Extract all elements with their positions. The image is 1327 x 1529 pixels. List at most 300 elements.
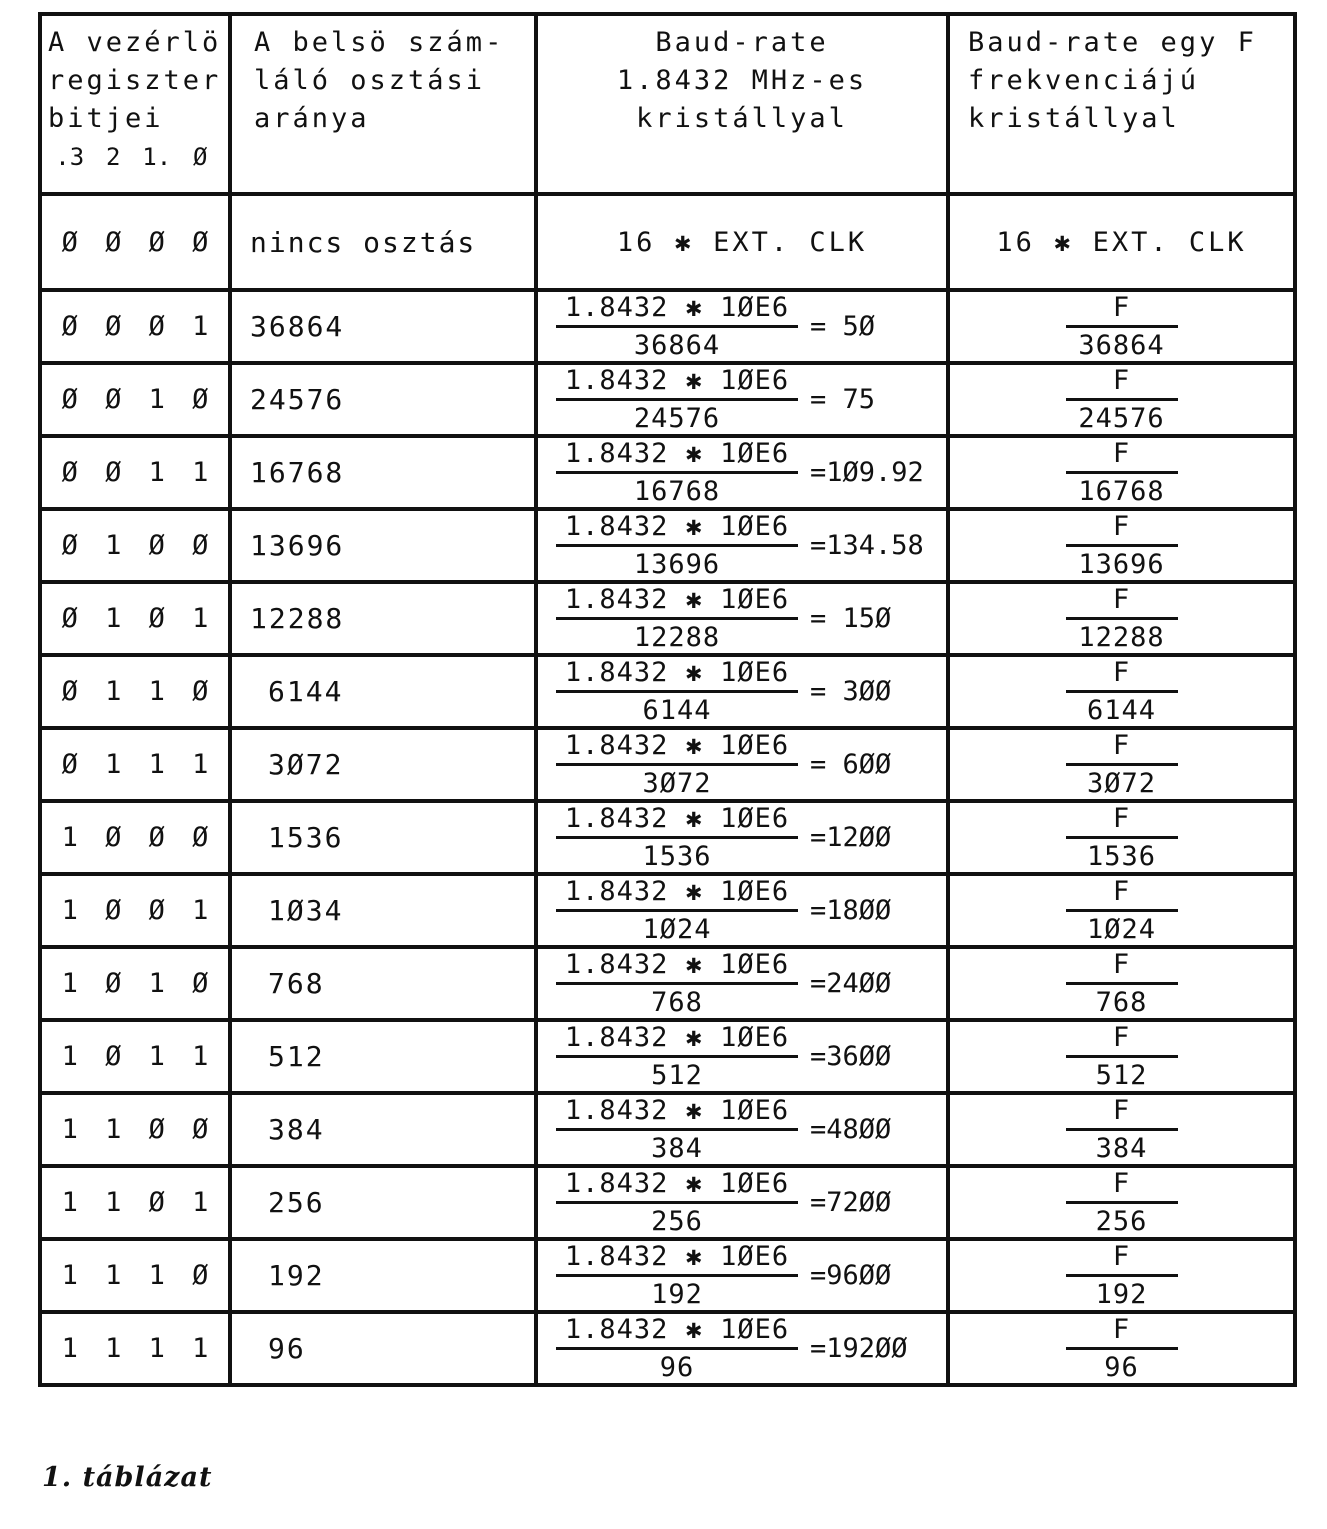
bit-value: 1: [105, 1260, 122, 1291]
fraction-numerator: 1.8432 ✱ 1ØE6: [556, 730, 798, 766]
table-row: [40, 655, 1295, 728]
ratio-cell: [230, 582, 536, 655]
fraction-denominator: 96: [1104, 1352, 1139, 1383]
baud-result: = 3ØØ: [810, 676, 892, 707]
baud-f-cell: [948, 947, 1295, 1020]
fraction: [556, 657, 798, 726]
bit-value: Ø: [61, 226, 78, 258]
bits-cell: [40, 509, 230, 582]
bits-cell: [40, 728, 230, 801]
ratio-cell: [230, 1093, 536, 1166]
fraction-denominator: 256: [651, 1206, 703, 1237]
bits-group: [42, 1260, 228, 1291]
ratio-cell: [230, 1020, 536, 1093]
table-row: [40, 436, 1295, 509]
baud-f-value: 16 ✱ EXT. CLK: [996, 226, 1247, 258]
bit-value: 1: [148, 1333, 165, 1364]
fraction: [556, 1314, 798, 1383]
fraction-denominator: 3Ø72: [1086, 768, 1157, 799]
ratio-cell: [230, 874, 536, 947]
bit-value: 1: [192, 1041, 209, 1072]
baud-result: = 75: [810, 384, 876, 415]
fraction: [1066, 1095, 1178, 1164]
bit-value: 1: [148, 749, 165, 780]
bit-value: Ø: [148, 603, 165, 634]
bits-group: [42, 311, 228, 342]
ratio-value: 96: [268, 1332, 306, 1365]
bit-value: 1: [61, 895, 78, 926]
fraction-denominator: 12288: [1078, 622, 1165, 653]
baud-f-formula: [950, 365, 1293, 434]
fraction-denominator: 6144: [642, 695, 712, 726]
header-text-line: Baud-rate: [655, 27, 829, 58]
ratio-cell: [230, 947, 536, 1020]
bit-value: 1: [192, 457, 209, 488]
bit-value: 1: [192, 1187, 209, 1218]
bit-value: Ø: [192, 530, 209, 561]
bits-cell: [40, 194, 230, 290]
baud-crystal-cell: [536, 1093, 948, 1166]
bit-value: Ø: [61, 749, 78, 780]
baud-crystal-value: 16 ✱ EXT. CLK: [616, 226, 868, 258]
header-baud-crystal: [536, 14, 948, 194]
bit-value: Ø: [148, 226, 165, 258]
baud-f-cell: [948, 1312, 1295, 1385]
bit-value: 1: [61, 822, 78, 853]
bit-value: 1: [61, 1260, 78, 1291]
table-header-row: [40, 14, 1295, 194]
table-row: [40, 290, 1295, 363]
bits-group: [42, 1114, 228, 1145]
ratio-cell: [230, 1166, 536, 1239]
baud-f-formula: [950, 292, 1293, 361]
fraction: [556, 1095, 798, 1164]
table-row: [40, 1312, 1295, 1385]
bits-group: [42, 603, 228, 634]
fraction: [556, 438, 798, 507]
fraction-denominator: 13696: [1078, 549, 1165, 580]
baud-f-formula: [950, 730, 1293, 799]
baud-f-formula: [950, 949, 1293, 1018]
ratio-cell: [230, 194, 536, 290]
fraction: [556, 1022, 798, 1091]
baud-f-cell: [948, 1239, 1295, 1312]
ratio-value: 512: [268, 1040, 325, 1073]
bit-value: 1: [105, 603, 122, 634]
bit-value: Ø: [61, 676, 78, 707]
baud-crystal-cell: [536, 655, 948, 728]
fraction-numerator: F: [1066, 949, 1178, 985]
fraction-denominator: 768: [651, 987, 703, 1018]
fraction-denominator: 1536: [642, 841, 712, 872]
bits-cell: [40, 1020, 230, 1093]
bits-group: [42, 895, 228, 926]
baud-f-formula: [950, 1314, 1293, 1383]
table-row: [40, 1093, 1295, 1166]
ratio-value: 6144: [268, 675, 344, 708]
fraction: [1066, 511, 1178, 580]
ratio-cell: [230, 436, 536, 509]
bits-group: [42, 968, 228, 999]
bit-value: Ø: [105, 895, 122, 926]
baud-f-cell: [948, 1020, 1295, 1093]
ratio-cell: [230, 509, 536, 582]
header-bit-number: .3: [55, 143, 85, 171]
bits-cell: [40, 655, 230, 728]
table-row: [40, 194, 1295, 290]
fraction-denominator: 3Ø72: [642, 768, 712, 799]
baud-formula: [538, 949, 946, 1018]
bit-value: Ø: [105, 311, 122, 342]
fraction: [556, 803, 798, 872]
baud-crystal-cell: [536, 1166, 948, 1239]
ratio-value: 3Ø72: [268, 748, 344, 781]
fraction: [556, 584, 798, 653]
fraction-denominator: 384: [1095, 1133, 1148, 1164]
fraction-numerator: F: [1066, 803, 1178, 839]
bits-group: [42, 227, 228, 258]
fraction-numerator: F: [1066, 584, 1178, 620]
fraction-denominator: 24576: [633, 403, 721, 434]
bit-value: 1: [148, 384, 165, 415]
ratio-cell: [230, 655, 536, 728]
fraction: [1066, 292, 1178, 361]
header-text-line: kristállyal: [636, 103, 848, 134]
header-baud-f-crystal: [948, 14, 1295, 194]
bit-value: 1: [192, 895, 209, 926]
header-text-line: bitjei: [48, 103, 164, 134]
baud-f-formula: [950, 803, 1293, 872]
baud-result: =96ØØ: [810, 1260, 892, 1291]
fraction-denominator: 36864: [1078, 330, 1165, 361]
ratio-value: 768: [268, 967, 325, 1000]
fraction-denominator: 16768: [1078, 476, 1165, 507]
bits-group: [42, 1187, 228, 1218]
header-text-line: kristállyal: [968, 103, 1180, 134]
baud-crystal-cell: [536, 728, 948, 801]
fraction-numerator: F: [1066, 1022, 1178, 1058]
bit-value: Ø: [148, 1187, 165, 1218]
baud-result: =134.58: [810, 530, 924, 561]
bits-cell: [40, 1093, 230, 1166]
fraction: [1066, 657, 1178, 726]
baud-f-formula: [950, 438, 1293, 507]
bit-value: Ø: [148, 311, 165, 342]
baud-f-cell: [948, 728, 1295, 801]
baud-f-cell: [948, 655, 1295, 728]
baud-formula: [538, 438, 946, 507]
bit-value: Ø: [192, 968, 209, 999]
baud-crystal-cell: [536, 874, 948, 947]
bit-value: 1: [61, 1333, 78, 1364]
bit-value: 1: [192, 311, 209, 342]
bits-group: [42, 676, 228, 707]
baud-result: =24ØØ: [810, 968, 892, 999]
baud-f-formula: [950, 584, 1293, 653]
fraction-numerator: F: [1066, 292, 1178, 328]
fraction-numerator: 1.8432 ✱ 1ØE6: [556, 365, 798, 401]
header-bit-number: 1.: [142, 143, 172, 171]
baud-formula: [538, 584, 946, 653]
fraction-denominator: 512: [1095, 1060, 1148, 1091]
baud-f-formula: [950, 1022, 1293, 1091]
fraction-numerator: F: [1066, 1095, 1178, 1131]
bits-cell: [40, 1312, 230, 1385]
baud-result: =12ØØ: [810, 822, 892, 853]
baud-f-cell: [948, 290, 1295, 363]
baud-formula: [538, 876, 946, 945]
fraction-numerator: F: [1066, 876, 1178, 912]
baud-f-cell: [948, 582, 1295, 655]
fraction-numerator: 1.8432 ✱ 1ØE6: [556, 657, 798, 693]
ratio-value: 192: [268, 1259, 325, 1292]
fraction-denominator: 1536: [1086, 841, 1157, 872]
baud-formula: [538, 1314, 946, 1383]
fraction: [556, 1241, 798, 1310]
fraction-denominator: 768: [1095, 987, 1148, 1018]
ratio-value: 12288: [250, 602, 345, 635]
bit-value: 1: [148, 968, 165, 999]
table-row: [40, 947, 1295, 1020]
fraction-numerator: F: [1066, 365, 1178, 401]
baud-f-formula: [950, 1241, 1293, 1310]
fraction: [1066, 949, 1178, 1018]
ratio-value: 13696: [250, 529, 345, 562]
fraction-denominator: 1Ø24: [1086, 914, 1157, 945]
baud-formula: [538, 657, 946, 726]
table-row: [40, 582, 1295, 655]
baud-result: =1Ø9.92: [810, 457, 924, 488]
baud-f-formula: [950, 876, 1293, 945]
fraction-denominator: 512: [651, 1060, 703, 1091]
ratio-value: 1536: [268, 821, 344, 854]
bits-group: [42, 749, 228, 780]
fraction-numerator: F: [1066, 1314, 1178, 1350]
table-row: [40, 1166, 1295, 1239]
ratio-cell: [230, 801, 536, 874]
ratio-value: nincs osztás: [250, 225, 477, 259]
header-bit-number: Ø: [193, 143, 208, 171]
bit-value: 1: [105, 749, 122, 780]
baud-f-formula: [950, 657, 1293, 726]
bits-cell: [40, 1239, 230, 1312]
bit-value: Ø: [105, 822, 122, 853]
fraction-denominator: 6144: [1086, 695, 1157, 726]
fraction-numerator: F: [1066, 511, 1178, 547]
baud-crystal-cell: [536, 947, 948, 1020]
fraction-numerator: F: [1066, 438, 1178, 474]
baud-formula: [538, 292, 946, 361]
bit-value: 1: [61, 1187, 78, 1218]
bit-value: Ø: [148, 530, 165, 561]
table-row: [40, 801, 1295, 874]
fraction: [1066, 1022, 1178, 1091]
fraction: [556, 949, 798, 1018]
baud-formula: [538, 1095, 946, 1164]
baud-formula: [538, 1022, 946, 1091]
baud-f-cell: [948, 801, 1295, 874]
fraction-denominator: 96: [659, 1352, 695, 1383]
fraction-numerator: F: [1066, 1241, 1178, 1277]
bit-value: Ø: [192, 1260, 209, 1291]
bit-value: 1: [105, 1187, 122, 1218]
bit-value: 1: [105, 530, 122, 561]
baud-result: = 5Ø: [810, 311, 876, 342]
bit-value: Ø: [105, 968, 122, 999]
fraction-denominator: 16768: [633, 476, 721, 507]
fraction-denominator: 256: [1095, 1206, 1148, 1237]
baud-f-formula: [950, 511, 1293, 580]
fraction-numerator: F: [1066, 1168, 1178, 1204]
table-caption: 1. táblázat: [42, 1462, 213, 1493]
fraction: [1066, 730, 1178, 799]
bit-value: Ø: [61, 384, 78, 415]
bits-cell: [40, 874, 230, 947]
table-row: [40, 874, 1295, 947]
baud-f-cell: [948, 1166, 1295, 1239]
header-bit-numbers: [48, 138, 222, 176]
bit-value: Ø: [105, 1041, 122, 1072]
fraction-denominator: 24576: [1078, 403, 1165, 434]
bit-value: Ø: [105, 384, 122, 415]
baud-result: =48ØØ: [810, 1114, 892, 1145]
baud-crystal-cell: [536, 290, 948, 363]
fraction-numerator: 1.8432 ✱ 1ØE6: [556, 1168, 798, 1204]
bit-value: Ø: [61, 603, 78, 634]
fraction-numerator: 1.8432 ✱ 1ØE6: [556, 1095, 798, 1131]
bits-group: [42, 822, 228, 853]
baud-formula: [538, 365, 946, 434]
bit-value: Ø: [192, 676, 209, 707]
header-division-ratio: [230, 14, 536, 194]
baud-formula: [538, 511, 946, 580]
bit-value: 1: [105, 676, 122, 707]
baud-crystal-cell: [536, 194, 948, 290]
bit-value: Ø: [192, 1114, 209, 1145]
bit-value: 1: [192, 1333, 209, 1364]
bit-value: 1: [105, 1333, 122, 1364]
fraction: [1066, 876, 1178, 945]
bits-group: [42, 457, 228, 488]
bit-value: 1: [192, 603, 209, 634]
bit-value: 1: [148, 676, 165, 707]
fraction-numerator: 1.8432 ✱ 1ØE6: [556, 1022, 798, 1058]
baud-crystal-cell: [536, 1239, 948, 1312]
bit-value: Ø: [148, 822, 165, 853]
baud-result: =72ØØ: [810, 1187, 892, 1218]
bits-cell: [40, 1166, 230, 1239]
bit-value: Ø: [61, 530, 78, 561]
baud-crystal-cell: [536, 1312, 948, 1385]
header-text-line: 1.8432 MHz-es: [616, 65, 868, 96]
bits-cell: [40, 582, 230, 655]
fraction: [556, 292, 798, 361]
fraction: [1066, 803, 1178, 872]
baud-formula: [538, 803, 946, 872]
fraction-denominator: 192: [651, 1279, 703, 1310]
baud-result: =18ØØ: [810, 895, 892, 926]
bit-value: Ø: [192, 226, 209, 258]
fraction-numerator: 1.8432 ✱ 1ØE6: [556, 876, 798, 912]
ratio-cell: [230, 290, 536, 363]
bits-group: [42, 1333, 228, 1364]
baud-crystal-cell: [536, 582, 948, 655]
table-row: [40, 1239, 1295, 1312]
baud-result: =36ØØ: [810, 1041, 892, 1072]
bit-value: 1: [61, 968, 78, 999]
fraction: [1066, 438, 1178, 507]
baud-result: =192ØØ: [810, 1333, 908, 1364]
fraction-numerator: 1.8432 ✱ 1ØE6: [556, 1241, 798, 1277]
baud-crystal-cell: [536, 1020, 948, 1093]
header-text-line: A belsö szám-: [254, 27, 505, 58]
bit-value: 1: [148, 457, 165, 488]
bit-value: Ø: [61, 311, 78, 342]
baud-formula: [538, 1241, 946, 1310]
fraction-numerator: 1.8432 ✱ 1ØE6: [556, 438, 798, 474]
fraction-numerator: 1.8432 ✱ 1ØE6: [556, 584, 798, 620]
header-text-line: Baud-rate egy F: [968, 27, 1257, 58]
bit-value: Ø: [148, 895, 165, 926]
baud-f-cell: [948, 874, 1295, 947]
fraction: [1066, 1241, 1178, 1310]
bit-value: Ø: [192, 384, 209, 415]
fraction-numerator: F: [1066, 730, 1178, 766]
header-text-line: láló osztási: [254, 65, 486, 96]
ratio-value: 24576: [250, 383, 345, 416]
header-text-line: frekvenciájú: [968, 65, 1200, 96]
table-row: [40, 363, 1295, 436]
ratio-value: 256: [268, 1186, 325, 1219]
fraction-numerator: 1.8432 ✱ 1ØE6: [556, 1314, 798, 1350]
bit-value: Ø: [61, 457, 78, 488]
baud-f-cell: [948, 509, 1295, 582]
fraction-denominator: 13696: [633, 549, 721, 580]
fraction-numerator: 1.8432 ✱ 1ØE6: [556, 292, 798, 328]
bit-value: Ø: [105, 457, 122, 488]
ratio-value: 16768: [250, 456, 345, 489]
fraction-numerator: F: [1066, 657, 1178, 693]
ratio-value: 384: [268, 1113, 325, 1146]
fraction-denominator: 192: [1095, 1279, 1148, 1310]
fraction: [556, 730, 798, 799]
baud-f-cell: [948, 436, 1295, 509]
header-bit-number: 2: [106, 143, 121, 171]
bit-value: Ø: [148, 1114, 165, 1145]
fraction-numerator: 1.8432 ✱ 1ØE6: [556, 803, 798, 839]
header-text-line: regiszter: [48, 65, 222, 96]
bit-value: Ø: [105, 226, 122, 258]
bit-value: Ø: [192, 822, 209, 853]
ratio-cell: [230, 728, 536, 801]
ratio-value: 1Ø34: [268, 894, 344, 927]
baud-f-formula: [950, 1095, 1293, 1164]
baud-crystal-cell: [536, 436, 948, 509]
baud-rate-table: [38, 12, 1297, 1387]
ratio-cell: [230, 1239, 536, 1312]
bit-value: 1: [61, 1114, 78, 1145]
bits-cell: [40, 436, 230, 509]
fraction-denominator: 384: [651, 1133, 703, 1164]
baud-f-cell: [948, 363, 1295, 436]
ratio-cell: [230, 1312, 536, 1385]
bits-group: [42, 1041, 228, 1072]
baud-crystal-cell: [536, 509, 948, 582]
baud-formula: [538, 1168, 946, 1237]
ratio-cell: [230, 363, 536, 436]
baud-formula: [538, 730, 946, 799]
bits-cell: [40, 801, 230, 874]
